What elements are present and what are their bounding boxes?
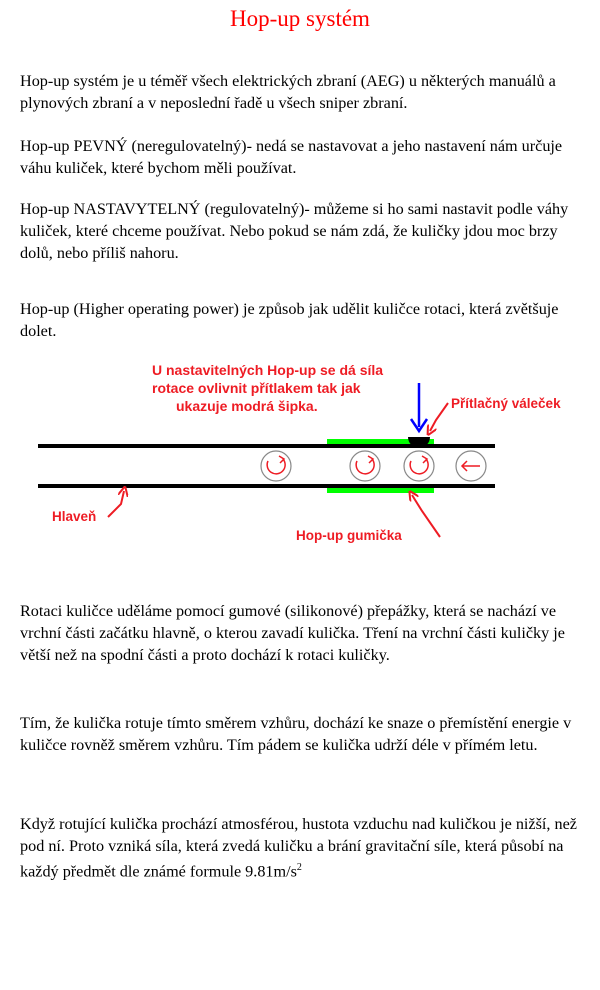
bb-ball-icon	[261, 451, 291, 481]
barrel-label: Hlaveň	[52, 509, 97, 524]
adjustable-note-line1: U nastavitelných Hop-up se dá síla	[152, 362, 384, 378]
paragraph-definition: Hop-up (Higher operating power) je způsob jak udělit kuličce rotaci, která zvětšuje dolet.	[20, 300, 559, 340]
paragraph-energy: Tím, že kulička rotuje tímto směrem vzhůru, dochází ke snaze o přemístění energie v kuličce rovněž směrem vzhůru. Tím pádem se kulička udrží déle v přímém letu.	[20, 714, 572, 754]
paragraph-atmosphere	[20, 813, 580, 882]
paragraph-atmosphere-text: Když rotující kulička prochází atmosférou, hustota vzduchu nad kuličkou je nižší, než pod ní. Proto vzniká síla, která zvedá kuličku a brání gravitační síle, která působí na každý předmět dle známé formule 9.81m/s	[20, 815, 577, 881]
adjustable-note-line3: ukazuje modrá šipka.	[176, 398, 318, 414]
page-title: Hop-up systém	[230, 6, 370, 31]
bb-ball-icon	[456, 451, 486, 481]
paragraph-rotation: Rotaci kuličce uděláme pomocí gumové (silikonové) přepážky, která se nachází ve vrchní části začátku hlavně, o kterou zavadí kulička. Tření na vrchní části kuličky je větší než na spodní části a proto dochází k rotaci kuličky.	[20, 602, 565, 664]
paragraph-intro: Hop-up systém je u téměř všech elektrických zbraní (AEG) u některých manuálů a plynových zbraní a v neposlední řadě u všech sniper zbraní.	[20, 72, 556, 112]
adjustable-note-line2: rotace ovlivnit přítlakem tak jak	[152, 380, 361, 396]
pressure-arrow-icon	[411, 383, 427, 431]
paragraph-fixed-hopup: Hop-up PEVNÝ (neregulovatelný)- nedá se nastavovat a jeho nastavení nám určuje váhu kuliček, které bychom měli používat.	[20, 137, 563, 177]
barrel-bottom-line	[38, 484, 495, 488]
rubber-pointer	[412, 495, 440, 537]
bb-ball-icon	[350, 451, 380, 481]
formula-exponent: 2	[296, 862, 302, 873]
rubber-label: Hop-up gumička	[296, 528, 402, 543]
bb-ball-icon	[404, 451, 434, 481]
hopup-diagram	[0, 355, 600, 585]
roller-pointer	[430, 403, 448, 431]
barrel-pointer	[108, 491, 124, 517]
paragraph-adjustable-hopup: Hop-up NASTAVYTELNÝ (regulovatelný)- můžeme si ho sami nastavit podle váhy kuliček, které chceme používat. Nebo pokud se nám zdá, že kuličky jdou moc brzy dolů, nebo příliš nahoru.	[20, 200, 569, 262]
hopup-rubber-bottom	[327, 488, 434, 493]
roller-label: Přítlačný váleček	[451, 396, 561, 411]
